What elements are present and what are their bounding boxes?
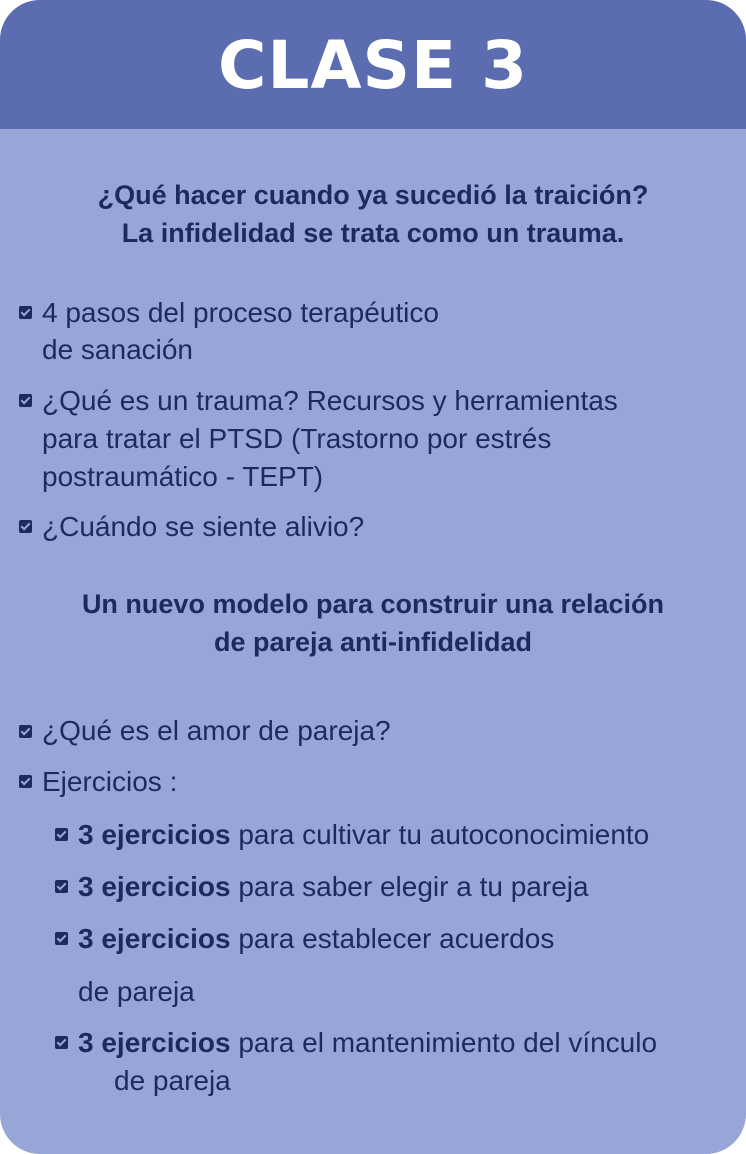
- sub-item-text: para saber elegir a tu pareja: [230, 871, 589, 902]
- list-item-line: postraumático - TEPT): [42, 461, 324, 492]
- section2-heading-line2: de pareja anti-infidelidad: [213, 627, 533, 657]
- sub-item-text: para establecer acuerdos: [230, 923, 555, 954]
- sub-item-bold: 3 ejercicios: [78, 1027, 231, 1058]
- sub-list-item-line2: de pareja: [114, 1065, 231, 1096]
- checkbox-checked-icon: [19, 306, 32, 319]
- sub-list-item: [78, 1024, 657, 1061]
- sub-item-text: para cultivar tu autoconocimiento: [230, 819, 650, 850]
- sub-list-item: [78, 868, 589, 905]
- list-item-line: de sanación: [42, 334, 194, 365]
- sub-item-bold: 3 ejercicios: [78, 871, 231, 902]
- checkbox-checked-icon: [55, 1036, 68, 1049]
- checkbox-checked-icon: [55, 880, 68, 893]
- checkbox-checked-icon: [55, 932, 68, 945]
- sub-item-bold: 3 ejercicios: [78, 923, 231, 954]
- sub-item-text: para el mantenimiento del vínculo: [230, 1027, 658, 1058]
- section1-heading-line2: La infidelidad se trata como un trauma.: [121, 218, 625, 248]
- section2-heading-line1: Un nuevo modelo para construir una relación: [81, 589, 665, 619]
- checkbox-checked-icon: [19, 725, 32, 738]
- list-item-line: 4 pasos del proceso terapéutico: [42, 297, 439, 328]
- checkbox-checked-icon: [19, 394, 32, 407]
- card-title: CLASE 3: [217, 27, 529, 104]
- checkbox-checked-icon: [19, 775, 32, 788]
- list-item-line: ¿Qué es un trauma? Recursos y herramientas: [42, 385, 618, 416]
- checkbox-checked-icon: [19, 520, 32, 533]
- section1-heading-line1: ¿Qué hacer cuando ya sucedió la traición?: [97, 180, 649, 210]
- sub-list-item: [78, 816, 649, 853]
- list-item: ¿Qué es el amor de pareja?: [42, 715, 391, 746]
- list-item-line: para tratar el PTSD (Trastorno por estrés: [42, 423, 552, 454]
- sub-item-bold: 3 ejercicios: [78, 819, 231, 850]
- sub-list-item: [78, 920, 554, 957]
- checkbox-checked-icon: [55, 828, 68, 841]
- list-item-line: ¿Cuándo se siente alivio?: [42, 511, 365, 542]
- sub-list-item-line2: de pareja: [78, 976, 195, 1007]
- card-header: [0, 0, 746, 129]
- list-item: Ejercicios :: [42, 766, 178, 797]
